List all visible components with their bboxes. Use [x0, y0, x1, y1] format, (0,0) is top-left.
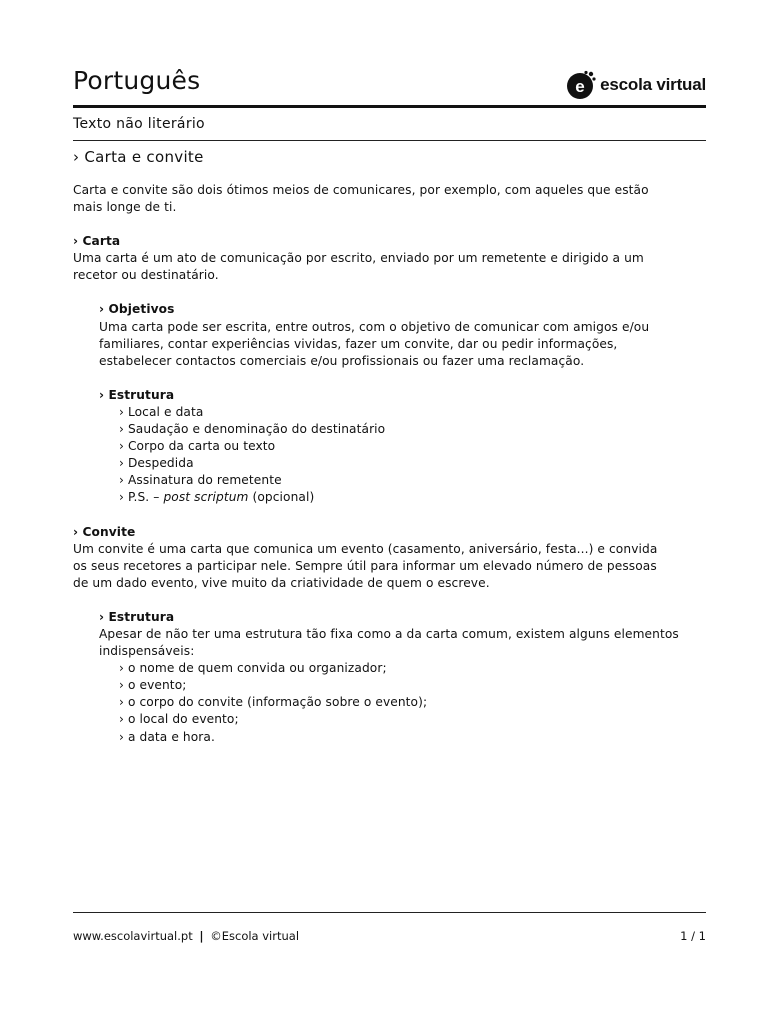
document-body [73, 182, 713, 746]
page-footer [73, 929, 706, 943]
convite-text-line: Um convite é uma carta que comunica um evento (casamento, aniversário, festa...) e convida [73, 541, 658, 556]
footer-separator: | [199, 929, 204, 943]
list-item: › Saudação e denominação do destinatário [119, 422, 386, 437]
convite-estrutura-text-line: indispensáveis: [99, 644, 195, 659]
carta-estrutura-heading: › Estrutura [99, 387, 175, 402]
intro-line: Carta e convite são dois ótimos meios de comunicares, por exemplo, com aqueles que estão [73, 183, 649, 197]
carta-text-line: Uma carta é um ato de comunicação por escrito, enviado por um remetente e dirigido a um [73, 251, 644, 266]
list-item: › o corpo do convite (informação sobre o evento); [119, 695, 428, 710]
escola-virtual-logo [566, 70, 706, 100]
logo-text: escola virtual [600, 75, 706, 94]
footer-copyright: ©Escola virtual [210, 929, 300, 943]
list-item: › Assinatura do remetente [119, 473, 282, 488]
header-rule [73, 105, 706, 108]
carta-text-line: recetor ou destinatário. [73, 268, 219, 283]
logo-mark-icon [566, 70, 596, 100]
list-item: › Local e data [119, 404, 204, 419]
list-item: › o nome de quem convida ou organizador; [119, 661, 387, 676]
convite-text-line: de um dado evento, vive muito da criatividade de quem o escreve. [73, 575, 490, 590]
section-title: › Carta e convite [73, 148, 204, 166]
objetivos-text-line: Uma carta pode ser escrita, entre outros, com o objetivo de comunicar com amigos e/ou [99, 319, 650, 334]
list-item: › Despedida [119, 456, 194, 471]
page-title: Português [73, 66, 201, 95]
footer-url: www.escolavirtual.pt [73, 929, 193, 943]
list-item: › a data e hora. [119, 729, 215, 744]
intro-line: mais longe de ti. [73, 200, 177, 215]
carta-heading: › Carta [73, 234, 121, 249]
convite-estrutura-heading: › Estrutura [99, 609, 175, 624]
list-item: › o evento; [119, 678, 187, 693]
objetivos-text-line: familiares, contar experiências vividas, fazer um convite, dar ou pedir informações, [99, 336, 618, 351]
page-header [73, 62, 706, 108]
page-number: 1 / 1 [680, 929, 706, 943]
svg-text:e: e [575, 77, 585, 96]
convite-estrutura-text-line: Apesar de não ter uma estrutura tão fixa como a da carta comum, existem alguns elementos [99, 626, 679, 641]
objetivos-text-line: estabelecer contactos comerciais e/ou profissionais ou fazer uma reclamação. [99, 353, 585, 368]
list-item: › o local do evento; [119, 712, 239, 727]
convite-text-line: os seus recetores a participar nele. Sempre útil para informar um elevado número de pessoas [73, 558, 657, 573]
subtitle-rule [73, 140, 706, 141]
page-subtitle: Texto não literário [73, 116, 205, 132]
convite-heading: › Convite [73, 524, 136, 539]
list-item: › Corpo da carta ou texto [119, 439, 276, 454]
list-item-ps: › P.S. – post scriptum (opcional) [119, 490, 315, 505]
footer-rule [73, 912, 706, 913]
objetivos-heading: › Objetivos [99, 302, 175, 317]
